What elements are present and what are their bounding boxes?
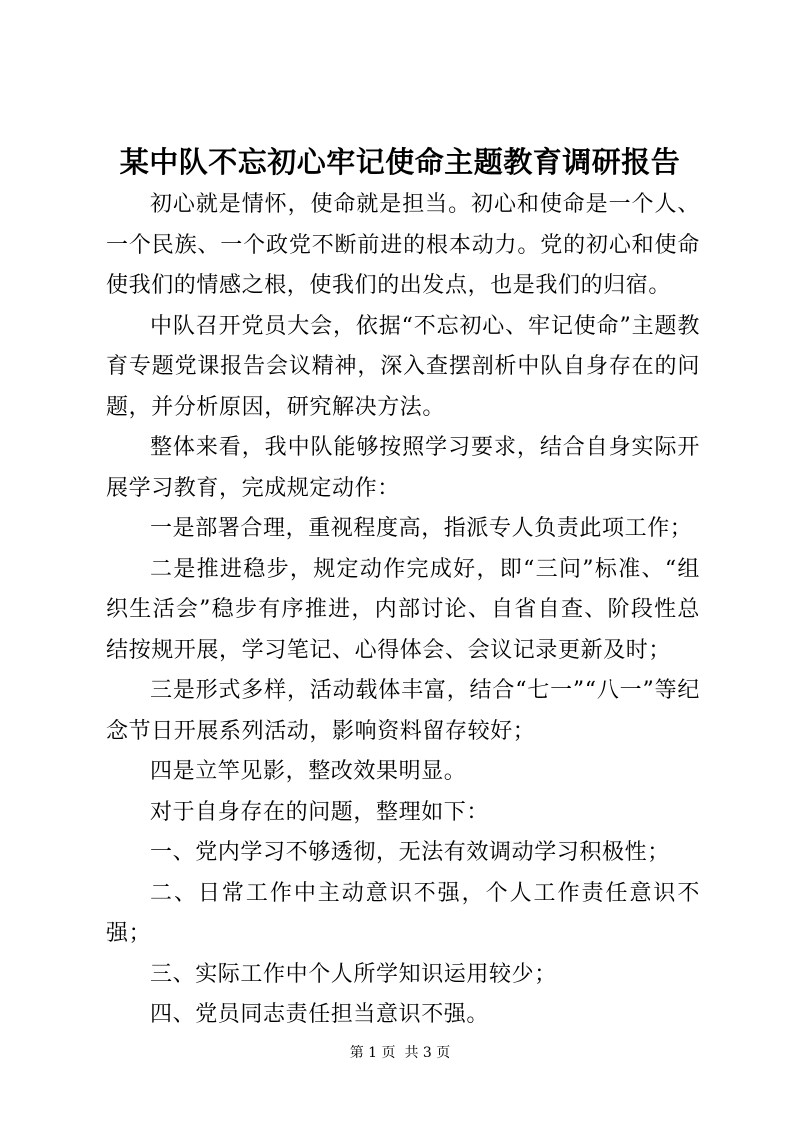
paragraph: 整体来看，我中队能够按照学习要求，结合自身实际开展学习教育，完成规定动作： (106, 435, 700, 501)
list-item: 二、日常工作中主动意识不强，个人工作责任意识不强； (106, 880, 700, 946)
page-footer: 第 1 页 共 3 页 (349, 1045, 451, 1061)
list-item: 四、党员同志责任担当意识不强。 (150, 1002, 490, 1027)
paragraph: 三是形式多样，活动载体丰富，结合“七一”“八一”等纪念节日开展系列活动，影响资料留存较好； (106, 678, 700, 744)
list-item: 一、党内学习不够透彻，无法有效调动学习积极性； (150, 840, 670, 865)
paragraph: 中队召开党员大会，依据“不忘初心、牢记使命”主题教育专题党课报告会议精神，深入查摆剖析中队自身存在的问题，并分析原因，研究解决方法。 (106, 313, 700, 420)
paragraph: 初心就是情怀，使命就是担当。初心和使命是一个人、一个民族、一个政党不断前进的根本动力。党的初心和使命使我们的情感之根，使我们的出发点，也是我们的归宿。 (106, 192, 700, 298)
paragraph: 一是部署合理，重视程度高，指派专人负责此项工作； (150, 516, 693, 541)
paragraph: 对于自身存在的问题，整理如下： (150, 799, 490, 825)
paragraph: 二是推进稳步，规定动作完成好，即“三问”标准、“组织生活会”稳步有序推进，内部讨论、自省自查、阶段性总结按规开展，学习笔记、心得体会、会议记录更新及时； (106, 556, 700, 663)
list-item: 三、实际工作中个人所学知识运用较少； (150, 961, 557, 987)
document-title: 某中队不忘初心牢记使命主题教育调研报告 (119, 145, 681, 179)
document-body (106, 185, 700, 1036)
paragraph: 四是立竿见影，整改效果明显。 (150, 759, 467, 784)
